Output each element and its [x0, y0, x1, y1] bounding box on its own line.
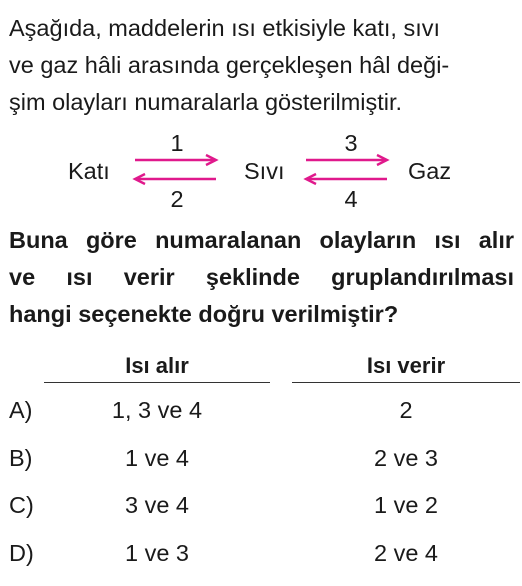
option-letter: D): [9, 540, 34, 566]
arrow-label-3: 3: [344, 130, 358, 156]
header-heat-released: Isı verir: [366, 353, 446, 378]
intro-line: ve gaz hâli arasında gerçekleşen hâl deği-: [9, 52, 450, 78]
option-absorb: 1 ve 4: [124, 445, 190, 471]
intro-line: Aşağıda, maddelerin ısı etkisiyle katı, sıvı: [9, 15, 441, 41]
option-letter: C): [9, 492, 34, 518]
option-release: 2 ve 4: [373, 540, 439, 566]
question-line: ve ısı verir şeklinde gruplandırılması: [9, 264, 514, 290]
state-liquid: Sıvı: [244, 158, 285, 184]
header-rule-left: [44, 382, 270, 383]
option-release: 2 ve 3: [373, 445, 439, 471]
question-text: [9, 222, 514, 333]
option-absorb: 1 ve 3: [124, 540, 190, 566]
arrow-label-4: 4: [344, 186, 358, 212]
arrow-label-1: 1: [170, 130, 184, 156]
option-release: 2: [399, 397, 413, 423]
option-absorb: 3 ve 4: [124, 492, 190, 518]
state-gas: Gaz: [408, 158, 452, 184]
option-absorb: 1, 3 ve 4: [111, 397, 203, 423]
header-heat-absorbed: Isı alır: [125, 353, 189, 378]
intro-line: şim olayları numaralarla gösterilmiştir.: [9, 89, 403, 115]
state-solid: Katı: [68, 158, 110, 184]
option-release: 1 ve 2: [373, 492, 439, 518]
question-line: Buna göre numaralanan olayların ısı alır: [9, 227, 514, 253]
header-rule-right: [292, 382, 520, 383]
option-letter: B): [9, 445, 33, 471]
arrow-label-2: 2: [170, 186, 184, 212]
question-line: hangi seçenekte doğru verilmiştir?: [9, 301, 399, 327]
option-letter: A): [9, 397, 33, 423]
